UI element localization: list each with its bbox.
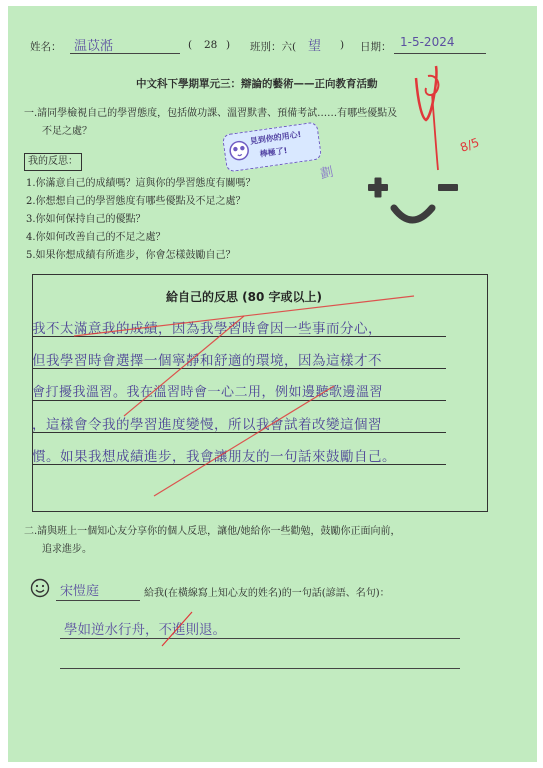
reflection-line-3: 會打擾我溫習。我在溫習時會一心二用，例如邊聽歌邊溫習 [32, 385, 384, 400]
stamp-line1: 見到你的用心! [249, 129, 302, 146]
stamp-line2: 棒極了! [259, 145, 288, 159]
teacher-stroke-marks [34, 276, 484, 508]
smiley-icon [30, 578, 50, 598]
friend-name: 宋愷庭 [60, 584, 100, 599]
question-4: 4.你如何改善自己的不足之處？ [26, 232, 166, 243]
question-3: 3.你如何保持自己的優點？ [26, 214, 146, 225]
question-2: 2.你想想自己的學習態度有哪些優點及不足之處？ [26, 196, 246, 207]
class-number: 28 [204, 39, 218, 51]
reflection-box-title: 給自己的反思 (80 字或以上) [166, 290, 323, 304]
date-label: 日期： [360, 41, 392, 53]
student-name: 温苡湉 [74, 39, 114, 54]
question-1: 1.你滿意自己的成績嗎？這與你的學習態度有關嗎？ [26, 178, 256, 189]
date-value: 1-5-2024 [400, 35, 455, 49]
class-label: 班別：六( [250, 41, 297, 53]
section2-prompt-line2: 追求進步。 [42, 544, 92, 555]
margin-handwriting: 劃 [318, 164, 335, 183]
friend-prompt: 給我(在橫線寫上知心友的姓名)的一句話(諺語、名句)： [144, 588, 390, 599]
reflection-line-1: 我不太滿意我的成績，因為我學習時會因一些事而分心， [32, 321, 382, 337]
teacher-stroke-quote [158, 606, 198, 650]
reflection-label: 我的反思： [24, 153, 82, 171]
section1-prompt-line1: 一.請同學檢視自己的學習態度，包括做功課、溫習默書、預備考試……有哪些優點及 [24, 108, 398, 119]
plus-minus-smiley-icon [364, 170, 464, 236]
reflection-line-5: 慣。如果我想成績進步，我會讓朋友的一句話來鼓勵自己。 [32, 449, 396, 465]
reflection-line-4: ，這樣會令我的學習進度變慢，所以我會試着改變這個習 [32, 417, 382, 433]
praise-stamp [222, 122, 322, 173]
owl-icon [225, 136, 252, 163]
class-value: 望 [308, 39, 322, 54]
question-5: 5.如果你想成績有所進步，你會怎樣鼓勵自己？ [26, 250, 236, 261]
name-label: 姓名： [30, 41, 62, 53]
section2-prompt-line1: 二.請與班上一個知心友分享你的個人反思，讓他/她給你一些勸勉，鼓勵你正面向前， [24, 526, 401, 537]
worksheet-page: 姓名： 温苡湉 ( 28 ) 班別：六( 望 ) 日期： 1-5-2024 中文科下學期單元三：辯論的藝術——正向教育活動 一.請同學檢視自己的學習態度，包括做功課、溫習默書、預備考試……有哪些優點及 不足之處？ 我的反思： 1.你滿意自己的成績嗎？這與你的學習態度有關嗎？ 2.你想想自己的學習態度有哪些優點及不足之處？ 3.你如何保持自己的優點？ 4.你如何改善自己的不足之處？ 5.如果你想成績有所進步，你會怎樣鼓勵自己？ 見到你的用心! 棒極了! 劃 8/5 給自己的反思 (80 字或以上) 我不太滿意我的成績，因為我學習時會因一些事而分心， 但我學習時會選擇一個寧靜和舒適的環境，因為這樣才不 會打擾我溫習。我在溫習時會一心二用，例如邊聽歌邊溫習 ，這樣會令我的學習進度變慢，所以我會試着改變這個習 慣。如果我想成績進步，我會讓朋友的一句話來鼓勵自己。 二.請與班上一個知心友分享你的個人反思，讓他/她給你一些勸勉，鼓勵你正面向前， 追求進步。 宋愷庭 給我(在橫線寫上知心友的姓名)的一句話(諺語、名句)： 學如逆水行舟，不進則退。 [8, 6, 537, 762]
teacher-mark-icon [408, 58, 478, 188]
teacher-date: 8/5 [458, 135, 482, 155]
worksheet-title: 中文科下學期單元三：辯論的藝術——正向教育活動 [136, 78, 378, 90]
friend-quote: 學如逆水行舟，不進則退。 [64, 622, 226, 638]
reflection-line-2: 但我學習時會選擇一個寧靜和舒適的環境，因為這樣才不 [32, 353, 382, 369]
section1-prompt-line2: 不足之處？ [42, 126, 92, 137]
